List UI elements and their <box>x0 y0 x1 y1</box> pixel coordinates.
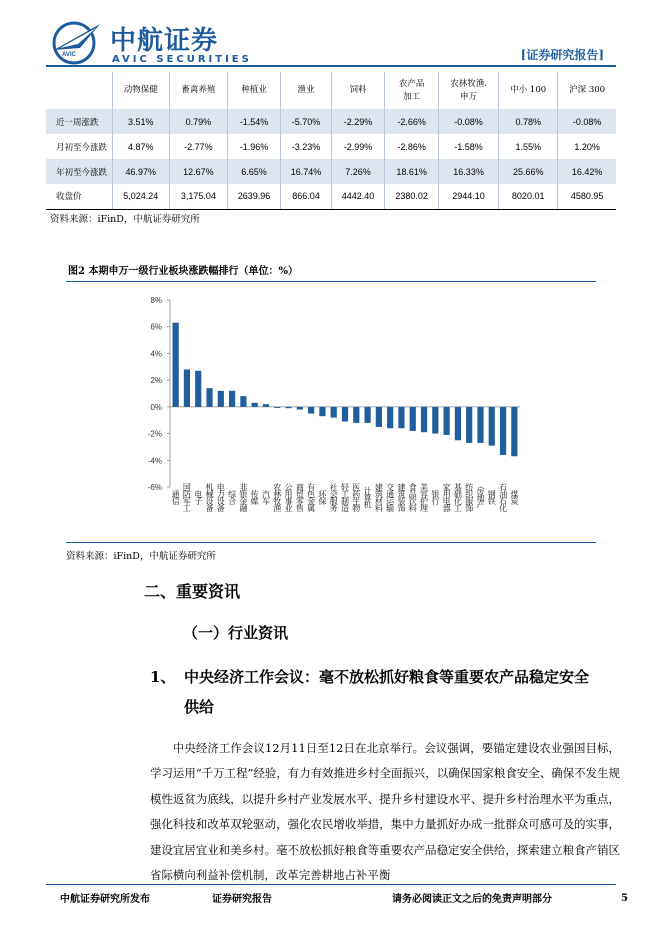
x-category-label: 房地产 <box>475 486 485 508</box>
x-category-label: 电子 <box>193 490 203 504</box>
table-row <box>46 109 616 134</box>
table-header-cell: 中小 100 <box>499 72 558 109</box>
logo-english-name: AVIC SECURITIES <box>112 54 252 65</box>
x-category-label: 银行 <box>430 490 440 504</box>
row-label: 月初至今涨跌 <box>46 134 112 159</box>
table-cell: 4442.40 <box>331 184 385 209</box>
bar <box>285 407 291 408</box>
figure-title-divider <box>66 281 596 282</box>
x-category-label: 电力设备 <box>216 483 226 511</box>
table-cell: 2380.02 <box>385 184 439 209</box>
y-tick-label: 6% <box>150 322 162 332</box>
x-category-label: 医药生物 <box>351 483 361 511</box>
table-cell: 3.51% <box>112 109 170 134</box>
y-tick-label: -2% <box>147 429 162 439</box>
sector-performance-table <box>46 72 616 210</box>
bar <box>274 407 280 408</box>
table-cell: 5,024.24 <box>112 184 170 209</box>
table-cell: -1.58% <box>438 134 498 159</box>
table-cell: 0.79% <box>170 109 228 134</box>
bar <box>387 407 393 428</box>
row-label: 年初至今涨跌 <box>46 159 112 184</box>
news-title-line2: 供给 <box>184 698 215 716</box>
news-headline <box>150 662 620 722</box>
bar <box>376 407 382 427</box>
bar <box>455 407 461 440</box>
x-category-label: 通信 <box>171 490 181 504</box>
bar <box>353 407 359 423</box>
x-category-label: 石油石化 <box>498 483 508 511</box>
news-title-line1: 中央经济工作会议：毫不放松抓好粮食等重要农产品稳定安全 <box>184 668 590 686</box>
table-source-note: 资料来源：iFinD，中航证券研究所 <box>50 214 200 225</box>
bar <box>218 391 224 407</box>
y-tick-label: 8% <box>150 296 162 305</box>
x-category-label: 纺织服饰 <box>464 483 474 511</box>
table-row <box>46 184 616 209</box>
table-header-cell: 种植业 <box>227 72 281 109</box>
x-category-label: 轻工制造 <box>340 483 350 511</box>
bar <box>184 369 190 406</box>
bar <box>331 407 337 418</box>
company-logo <box>50 18 290 68</box>
table-cell: -0.08% <box>438 109 498 134</box>
logo-mark-text: AVIC <box>62 52 76 58</box>
x-category-label: 综合 <box>227 490 237 504</box>
bar <box>308 407 314 414</box>
table-header-cell: 农林牧渔. 申万 <box>438 72 498 109</box>
x-category-label: 交通运输 <box>385 483 395 511</box>
table-cell: 1.20% <box>574 141 600 152</box>
bar <box>263 404 269 407</box>
table-cell: 16.33% <box>438 159 498 184</box>
x-category-label: 美容护理 <box>419 483 429 511</box>
figure-title: 图2 本期申万一级行业板块涨跌幅排行（单位：%） <box>68 266 298 277</box>
table-cell: 16.42% <box>558 159 616 184</box>
table-cell: -2.66% <box>385 109 439 134</box>
table-cell: 6.65% <box>227 159 281 184</box>
logo-chinese-name: 中航证券 <box>110 26 219 56</box>
x-category-label: 社会服务 <box>329 483 339 511</box>
bar <box>364 407 370 423</box>
table-header-cell: 畜禽养殖 <box>170 72 228 109</box>
table-cell: 3,175.04 <box>170 184 228 209</box>
header-cell-empty <box>46 72 112 109</box>
bar <box>342 407 348 422</box>
x-category-label: 农林牧渔 <box>272 483 282 511</box>
table-cell: -5.70% <box>281 109 331 134</box>
bar <box>477 407 483 443</box>
table-cell: 18.61% <box>385 159 439 184</box>
x-category-label: 汽车 <box>261 490 271 504</box>
table-header-row <box>46 72 616 109</box>
bar <box>252 403 258 407</box>
news-number: 1、 <box>150 668 176 686</box>
x-category-label: 环保 <box>317 490 327 504</box>
subsection-title: （一）行业资讯 <box>183 624 289 642</box>
table-cell: 2944.10 <box>438 184 498 209</box>
x-category-label: 有色金属 <box>306 483 316 511</box>
avic-logo-icon <box>50 18 102 66</box>
footer-disclaimer-note: 请务必阅读正文之后的免责声明部分 <box>392 894 552 905</box>
table-header-cell: 饲料 <box>331 72 385 109</box>
table-cell: -1.96% <box>227 134 281 159</box>
table-cell: -0.08% <box>558 109 616 134</box>
industry-bar-chart <box>130 292 530 522</box>
bar <box>206 388 212 407</box>
x-category-label: 建筑装饰 <box>396 483 406 511</box>
header-divider <box>46 65 616 67</box>
table-cell: 4.87% <box>112 134 170 159</box>
bar <box>195 371 201 407</box>
bar <box>511 407 517 456</box>
x-category-label: 钢铁 <box>487 490 497 504</box>
bar <box>229 391 235 407</box>
y-tick-label: 4% <box>150 349 162 359</box>
table-cell: 2639.96 <box>227 184 281 209</box>
x-category-label: 传媒 <box>250 490 260 504</box>
y-tick-label: -6% <box>147 483 162 492</box>
table-header-cell: 沪深 300 <box>569 85 606 95</box>
figure-source-note: 资料来源：iFinD，中航证券研究所 <box>66 551 216 562</box>
bar <box>240 396 246 407</box>
table-header-cell: 动物保健 <box>112 72 170 109</box>
table-cell: -3.23% <box>281 134 331 159</box>
x-category-label: 建筑材料 <box>374 483 384 511</box>
x-category-label: 商贸零售 <box>295 483 305 511</box>
x-category-label: 家用电器 <box>442 483 452 511</box>
table-row <box>46 134 616 159</box>
table-body <box>46 109 616 209</box>
news-paragraph: 中央经济工作会议12月11日至12日在北京举行。会议强调，要锚定建设农业强国目标，学习运用“千万工程”经验，有力有效推进乡村全面振兴，以确保国家粮食安全、确保不发生规模性返贫为底线，以提升乡村产业发展水平、提升乡村建设水平、提升乡村治理水平为重点，强化科技和改革双轮驱动，强化农民增收举措，集中力量抓好办成一批群众可感可及的实事，建设宜居宜业和美乡村。毫不放松抓好粮食等重要农产品稳定安全供给，探索建立粮食产销区省际横向利益补偿机制，改革完善耕地占补平衡 <box>150 741 620 883</box>
table-cell: 4580.95 <box>558 184 616 209</box>
x-category-label: 基础化工 <box>453 483 463 511</box>
table-row <box>46 159 616 184</box>
x-category-label: 公用事业 <box>284 483 294 511</box>
page-number: 5 <box>621 893 628 904</box>
x-category-label: 国防军工 <box>182 483 192 511</box>
x-category-label: 非银金融 <box>238 483 248 511</box>
table-cell: 25.66% <box>499 159 558 184</box>
table-cell: -2.86% <box>385 134 439 159</box>
row-label: 近一周涨跌 <box>46 109 112 134</box>
table-cell: 12.67% <box>170 159 228 184</box>
figure-bottom-divider <box>66 542 596 543</box>
y-tick-label: 2% <box>150 376 162 386</box>
footer-report-type: 证券研究报告 <box>212 894 272 905</box>
bar <box>398 407 404 428</box>
table-header-cell: 渔业 <box>281 72 331 109</box>
row-label: 收盘价 <box>46 184 112 209</box>
x-category-label: 计算机 <box>363 486 373 508</box>
x-category-label: 煤炭 <box>509 490 519 504</box>
footer-publisher: 中航证券研究所发布 <box>60 894 150 905</box>
table-header-cell: 农产品 加工 <box>385 72 439 109</box>
table-cell: -2.77% <box>170 134 228 159</box>
bar <box>500 407 506 455</box>
table-cell: 46.97% <box>112 159 170 184</box>
section-title: 二、重要资讯 <box>144 582 241 601</box>
bar <box>421 407 427 432</box>
bar <box>444 407 450 435</box>
bar <box>410 407 416 431</box>
table-cell: -1.54% <box>227 109 281 134</box>
y-tick-label: -4% <box>147 456 162 466</box>
bar <box>173 323 179 407</box>
table-cell: 16.74% <box>281 159 331 184</box>
y-tick-label: 0% <box>150 402 162 412</box>
table-cell: 1.55% <box>499 134 558 159</box>
table-cell: -2.99% <box>331 134 385 159</box>
table-cell: 866.04 <box>281 184 331 209</box>
report-type-label: [证券研究报告] <box>520 48 604 62</box>
x-category-label: 食品饮料 <box>408 483 418 511</box>
bar <box>489 407 495 446</box>
table-cell: -2.29% <box>331 109 385 134</box>
bar <box>432 407 438 434</box>
footer-divider <box>46 884 616 885</box>
bar <box>466 407 472 443</box>
table-cell: 0.78% <box>499 109 558 134</box>
table-cell: 7.26% <box>331 159 385 184</box>
x-category-label: 机械设备 <box>205 483 215 511</box>
table-cell: 8020.01 <box>499 184 558 209</box>
bar <box>319 407 325 416</box>
bar <box>297 407 303 410</box>
